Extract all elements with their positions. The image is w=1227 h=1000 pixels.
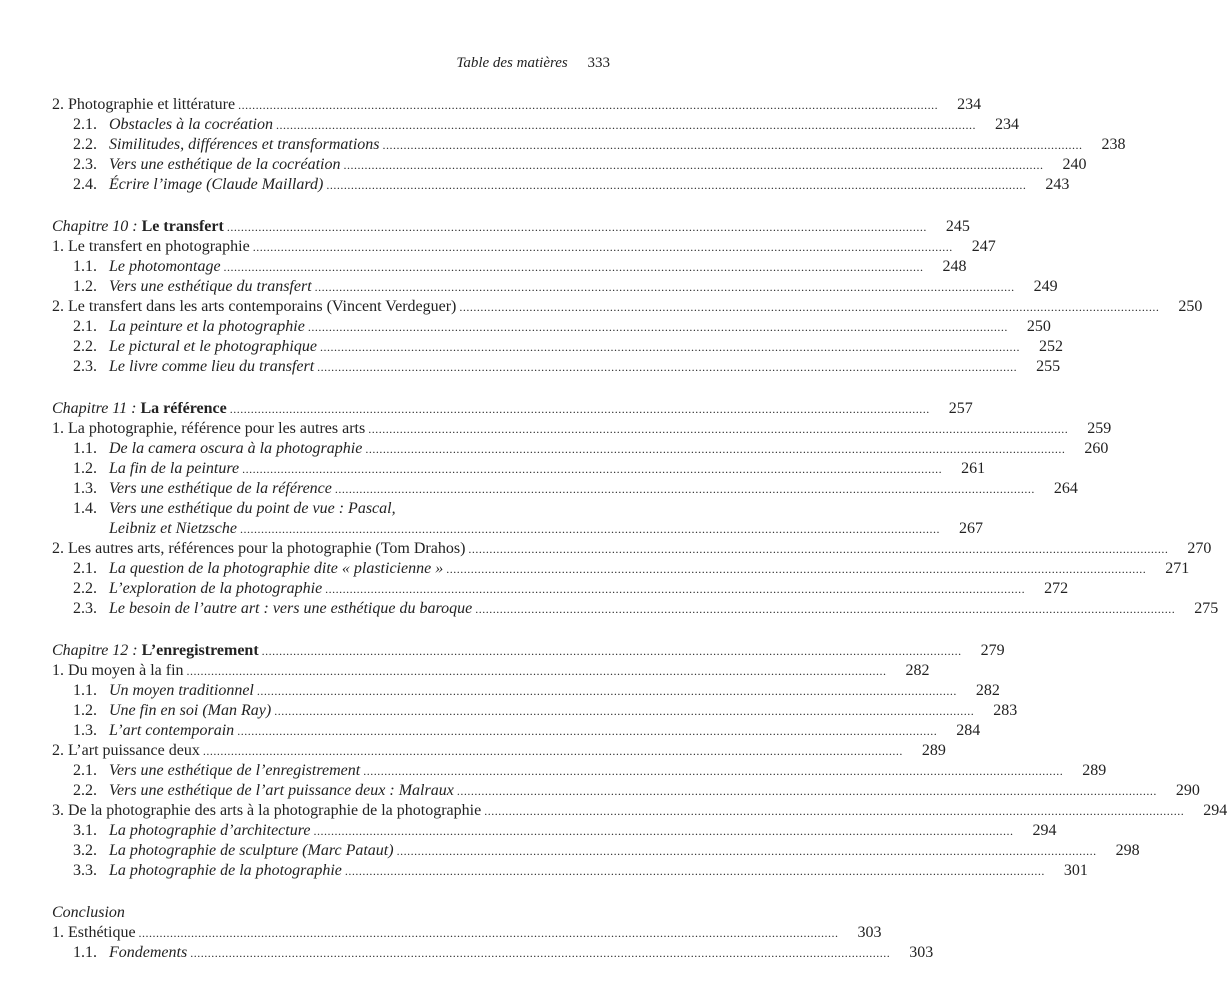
toc-part-heading — [52, 903, 608, 923]
toc-subsection-entry — [52, 701, 1018, 721]
toc-subsection-entry — [52, 499, 608, 519]
toc-chapter-entry — [52, 399, 973, 419]
entry-page-number: 271 — [1165, 560, 1190, 577]
dot-leader — [230, 399, 930, 419]
entry-title — [73, 499, 396, 519]
dot-leader — [276, 115, 976, 135]
entry-number: 2. — [52, 540, 64, 557]
entry-title — [73, 175, 323, 195]
entry-title — [73, 943, 187, 963]
dot-leader — [446, 559, 1146, 579]
entry-number: 1. — [52, 924, 64, 941]
entry-text: La photographie d’architecture — [109, 822, 311, 839]
chapter-prefix: Chapitre 12 : — [52, 642, 142, 659]
entry-title — [73, 357, 314, 377]
entry-title — [52, 741, 200, 761]
dot-leader — [484, 801, 1184, 821]
dot-leader — [320, 337, 1020, 357]
entry-text: De la photographie des arts à la photographie de la photographie — [68, 802, 482, 819]
toc-subsection-entry — [52, 277, 1058, 297]
dot-leader — [227, 217, 927, 237]
toc-section-entry — [52, 95, 982, 115]
dot-leader — [224, 257, 924, 277]
entry-text: Vers une esthétique du transfert — [109, 278, 312, 295]
dot-leader — [203, 741, 903, 761]
entry-number: 1.3. — [73, 480, 97, 497]
entry-text: Écrire l’image (Claude Maillard) — [109, 176, 324, 193]
entry-page-number: 260 — [1084, 440, 1109, 457]
entry-text: L’art contemporain — [109, 722, 235, 739]
running-header-title: Table des matières — [456, 55, 568, 71]
entry-text: Vers une esthétique de l’art puissance deux : Malraux — [109, 782, 454, 799]
entry-page-number: 303 — [857, 924, 882, 941]
dot-leader — [240, 519, 940, 539]
entry-page-number: 272 — [1044, 580, 1069, 597]
dot-leader — [468, 539, 1168, 559]
dot-leader — [345, 861, 1045, 881]
entry-text: Un moyen traditionnel — [109, 682, 254, 699]
entry-number: 2.2. — [73, 338, 97, 355]
running-header-page-number: 333 — [587, 55, 610, 71]
entry-page-number: 282 — [975, 682, 1000, 699]
toc-subsection-entry — [52, 317, 1051, 337]
entry-page-number: 294 — [1032, 822, 1057, 839]
entry-title — [109, 519, 237, 539]
entry-number: 2.1. — [73, 116, 97, 133]
dot-leader — [459, 297, 1159, 317]
dot-leader — [326, 175, 1026, 195]
entry-page-number: 301 — [1063, 862, 1088, 879]
dot-leader — [190, 943, 890, 963]
entry-number: 1.2. — [73, 702, 97, 719]
entry-page-number: 248 — [942, 258, 967, 275]
dot-leader — [325, 579, 1025, 599]
entry-number: 2.1. — [73, 318, 97, 335]
entry-page-number: 234 — [957, 96, 982, 113]
table-of-contents — [52, 95, 1227, 963]
entry-number: 2. — [52, 298, 64, 315]
entry-number: 2.1. — [73, 762, 97, 779]
entry-page-number: 247 — [971, 238, 996, 255]
entry-text: L’art puissance deux — [68, 742, 200, 759]
entry-text: Le besoin de l’autre art : vers une esthétique du baroque — [109, 600, 473, 617]
entry-number: 1. — [52, 420, 64, 437]
chapter-name: Le transfert — [141, 218, 224, 235]
part-heading-title: Conclusion — [52, 904, 125, 921]
dot-leader — [368, 419, 1068, 439]
toc-subsection-entry — [52, 459, 986, 479]
entry-title — [73, 761, 360, 781]
toc-subsection-entry — [52, 439, 1109, 459]
entry-text: La photographie de la photographie — [109, 862, 342, 879]
entry-page-number: 275 — [1194, 600, 1219, 617]
entry-text: Leibniz et Nietzsche — [109, 520, 237, 537]
toc-section-entry — [52, 923, 882, 943]
entry-page-number: 259 — [1087, 420, 1112, 437]
section-gap — [52, 377, 608, 399]
section-gap — [52, 195, 608, 217]
entry-title — [73, 155, 341, 175]
chapter-title — [52, 641, 259, 661]
toc-subsection-entry — [52, 337, 1063, 357]
toc-subsection-entry — [52, 943, 934, 963]
entry-text: Esthétique — [68, 924, 136, 941]
running-header — [0, 55, 610, 72]
entry-page-number: 234 — [994, 116, 1019, 133]
entry-text: La photographie de sculpture (Marc Pataut) — [109, 842, 394, 859]
dot-leader — [397, 841, 1097, 861]
entry-number: 3.3. — [73, 862, 97, 879]
entry-title — [52, 801, 481, 821]
entry-title — [73, 459, 239, 479]
entry-page-number: 250 — [1178, 298, 1203, 315]
dot-leader — [187, 661, 887, 681]
entry-page-number: 289 — [921, 742, 946, 759]
entry-number: 1.1. — [73, 258, 97, 275]
entry-title — [73, 841, 394, 861]
toc-subsection-entry — [52, 115, 1019, 135]
toc-subsection-entry — [52, 357, 1061, 377]
toc-subsection-entry — [52, 821, 1057, 841]
chapter-prefix: Chapitre 10 : — [52, 218, 142, 235]
entry-number: 2.4. — [73, 176, 97, 193]
dot-leader — [242, 459, 942, 479]
entry-title — [73, 599, 472, 619]
toc-subsection-entry — [52, 155, 1087, 175]
entry-page-number: 249 — [1033, 278, 1058, 295]
toc-subsection-entry — [52, 257, 967, 277]
entry-title — [73, 439, 362, 459]
toc-section-entry — [52, 237, 996, 257]
toc-section-entry — [52, 419, 1112, 439]
entry-page-number: 255 — [1036, 358, 1061, 375]
entry-number: 3.2. — [73, 842, 97, 859]
toc-section-entry — [52, 801, 1227, 821]
entry-title — [52, 419, 365, 439]
entry-title — [73, 479, 332, 499]
dot-leader — [317, 357, 1017, 377]
entry-number: 2.2. — [73, 782, 97, 799]
toc-section-entry — [52, 539, 1212, 559]
entry-number: 2.3. — [73, 156, 97, 173]
entry-page-number: 282 — [905, 662, 930, 679]
dot-leader — [253, 237, 953, 257]
entry-title — [52, 95, 235, 115]
toc-subsection-entry — [52, 861, 1088, 881]
entry-number: 1.4. — [73, 500, 97, 517]
entry-number: 1.1. — [73, 944, 97, 961]
entry-title — [73, 721, 234, 741]
entry-title — [73, 135, 380, 155]
entry-text: Vers une esthétique du point de vue : Pascal, — [109, 500, 396, 517]
entry-number: 2. — [52, 96, 64, 113]
chapter-prefix: Chapitre 11 : — [52, 400, 141, 417]
entry-title — [73, 317, 305, 337]
entry-text: Photographie et littérature — [68, 96, 236, 113]
entry-title — [52, 539, 465, 559]
toc-subsection-entry — [52, 175, 1070, 195]
entry-title — [73, 559, 443, 579]
entry-page-number: 294 — [1203, 802, 1227, 819]
entry-page-number: 289 — [1082, 762, 1107, 779]
entry-text: Vers une esthétique de l’enregistrement — [109, 762, 361, 779]
dot-leader — [457, 781, 1157, 801]
toc-subsection-entry — [52, 519, 983, 539]
entry-text: Similitudes, différences et transformations — [109, 136, 380, 153]
dot-leader — [274, 701, 974, 721]
section-gap — [52, 881, 608, 903]
entry-text: La fin de la peinture — [109, 460, 240, 477]
toc-subsection-entry — [52, 135, 1126, 155]
entry-title — [73, 115, 273, 135]
dot-leader — [344, 155, 1044, 175]
entry-number: 2.2. — [73, 580, 97, 597]
chapter-name: La référence — [140, 400, 227, 417]
entry-title — [73, 701, 271, 721]
entry-page-number: 283 — [993, 702, 1018, 719]
entry-text: De la camera oscura à la photographie — [109, 440, 363, 457]
dot-leader — [315, 277, 1015, 297]
entry-title — [52, 297, 456, 317]
entry-text: La photographie, référence pour les autres arts — [68, 420, 366, 437]
entry-page-number: 245 — [945, 218, 970, 235]
entry-title — [73, 821, 310, 841]
entry-page-number: 270 — [1187, 540, 1212, 557]
entry-title — [52, 661, 184, 681]
dot-leader — [139, 923, 839, 943]
entry-text: Le transfert en photographie — [68, 238, 250, 255]
entry-text: Fondements — [109, 944, 188, 961]
dot-leader — [363, 761, 1063, 781]
chapter-name: L’enregistrement — [141, 642, 259, 659]
entry-number: 3.1. — [73, 822, 97, 839]
entry-title — [73, 257, 221, 277]
dot-leader — [238, 95, 938, 115]
entry-text: L’exploration de la photographie — [109, 580, 323, 597]
toc-chapter-entry — [52, 217, 970, 237]
entry-title — [73, 681, 254, 701]
toc-subsection-entry — [52, 761, 1107, 781]
dot-leader — [237, 721, 937, 741]
entry-text: Une fin en soi (Man Ray) — [109, 702, 272, 719]
entry-page-number: 257 — [948, 400, 973, 417]
toc-subsection-entry — [52, 559, 1190, 579]
dot-leader — [262, 641, 962, 661]
entry-text: Vers une esthétique de la référence — [109, 480, 332, 497]
entry-title — [73, 781, 454, 801]
dot-leader — [475, 599, 1175, 619]
dot-leader — [257, 681, 957, 701]
entry-text: Le pictural et le photographique — [109, 338, 317, 355]
entry-text: Le transfert dans les arts contemporains (Vincent Verdeguer) — [68, 298, 457, 315]
entry-page-number: 250 — [1026, 318, 1051, 335]
dot-leader — [365, 439, 1065, 459]
entry-page-number: 238 — [1101, 136, 1126, 153]
entry-number: 1. — [52, 238, 64, 255]
toc-section-entry — [52, 661, 930, 681]
dot-leader — [308, 317, 1008, 337]
section-gap — [52, 619, 608, 641]
toc-section-entry — [52, 741, 946, 761]
entry-title — [52, 923, 136, 943]
entry-number: 2.3. — [73, 358, 97, 375]
entry-page-number: 290 — [1175, 782, 1200, 799]
toc-section-entry — [52, 297, 1203, 317]
entry-number: 2.2. — [73, 136, 97, 153]
toc-subsection-entry — [52, 579, 1069, 599]
entry-title — [73, 337, 317, 357]
entry-text: Les autres arts, références pour la photographie (Tom Drahos) — [68, 540, 466, 557]
toc-chapter-entry — [52, 641, 1005, 661]
dot-leader — [313, 821, 1013, 841]
entry-page-number: 284 — [956, 722, 981, 739]
entry-text: La peinture et la photographie — [109, 318, 305, 335]
chapter-title — [52, 399, 227, 419]
dot-leader — [335, 479, 1035, 499]
entry-text: Le livre comme lieu du transfert — [109, 358, 315, 375]
entry-text: Le photomontage — [109, 258, 221, 275]
entry-number: 3. — [52, 802, 64, 819]
entry-number: 1.2. — [73, 278, 97, 295]
entry-page-number: 298 — [1115, 842, 1140, 859]
entry-page-number: 261 — [961, 460, 986, 477]
entry-number: 1.1. — [73, 440, 97, 457]
entry-title — [73, 579, 322, 599]
entry-text: Obstacles à la cocréation — [109, 116, 273, 133]
entry-number: 2.1. — [73, 560, 97, 577]
dot-leader — [383, 135, 1083, 155]
toc-subsection-entry — [52, 479, 1078, 499]
toc-subsection-entry — [52, 599, 1219, 619]
entry-page-number: 252 — [1038, 338, 1063, 355]
entry-page-number: 267 — [958, 520, 983, 537]
entry-text: Vers une esthétique de la cocréation — [109, 156, 341, 173]
entry-page-number: 243 — [1045, 176, 1070, 193]
entry-page-number: 240 — [1062, 156, 1087, 173]
chapter-title — [52, 217, 224, 237]
entry-page-number: 264 — [1053, 480, 1078, 497]
entry-number: 1.1. — [73, 682, 97, 699]
entry-title — [73, 277, 312, 297]
entry-text: La question de la photographie dite « plasticienne » — [109, 560, 444, 577]
toc-subsection-entry — [52, 681, 1000, 701]
entry-number: 1.2. — [73, 460, 97, 477]
entry-title — [73, 861, 342, 881]
entry-number: 1.3. — [73, 722, 97, 739]
toc-subsection-entry — [52, 781, 1200, 801]
entry-number: 2. — [52, 742, 64, 759]
entry-page-number: 303 — [909, 944, 934, 961]
entry-number: 1. — [52, 662, 64, 679]
toc-subsection-entry — [52, 841, 1140, 861]
entry-number: 2.3. — [73, 600, 97, 617]
entry-page-number: 279 — [980, 642, 1005, 659]
entry-title — [52, 237, 250, 257]
entry-text: Du moyen à la fin — [68, 662, 184, 679]
toc-subsection-entry — [52, 721, 981, 741]
